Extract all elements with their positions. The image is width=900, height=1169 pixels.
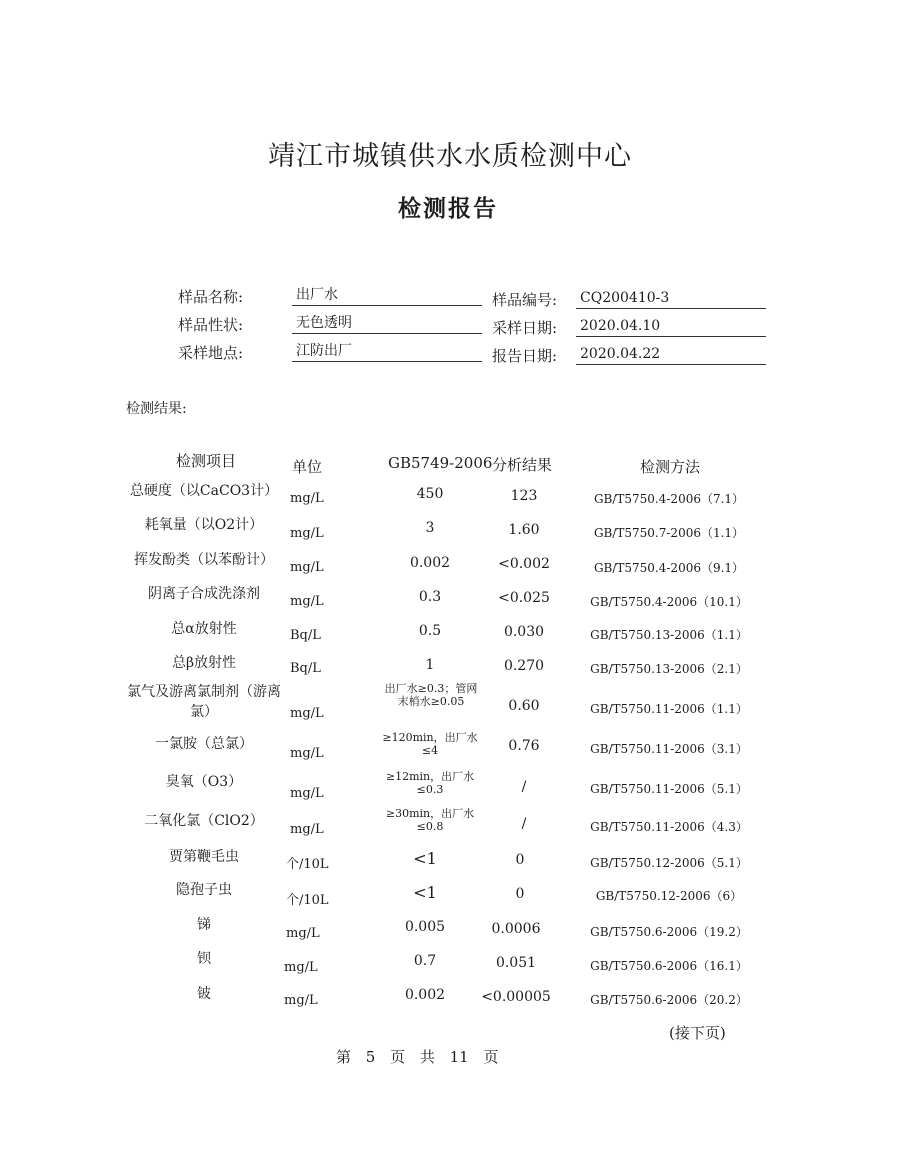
row-result: 0.051 bbox=[495, 955, 537, 971]
row-method: GB/T5750.12-2006（5.1） bbox=[590, 856, 748, 870]
row-method: GB/T5750.13-2006（1.1） bbox=[590, 628, 748, 642]
row-unit: 个/10L bbox=[286, 857, 329, 872]
header-method: 检测方法 bbox=[639, 458, 700, 476]
sample-name-label: 样品名称: bbox=[178, 288, 244, 306]
page-footer: 第 5 页 共 11 页 bbox=[336, 1048, 499, 1066]
row-item: 锑 bbox=[197, 917, 211, 933]
row-item: 铍 bbox=[197, 986, 211, 1002]
row-method: GB/T5750.11-2006（1.1） bbox=[590, 702, 748, 716]
sample-site-label: 采样地点: bbox=[178, 344, 244, 362]
row-standard: ≥12min，出厂水≤0.3 bbox=[385, 770, 475, 796]
row-item: 二氧化氯（ClO2） bbox=[144, 813, 264, 829]
row-unit: mg/L bbox=[290, 526, 324, 541]
row-standard: 0.002 bbox=[404, 987, 446, 1003]
row-item: 挥发酚类（以苯酚计） bbox=[134, 552, 274, 568]
report-date-label: 报告日期: bbox=[492, 347, 558, 365]
row-item: 臭氧（O3） bbox=[165, 774, 243, 790]
row-method: GB/T5750.11-2006（3.1） bbox=[590, 742, 748, 756]
row-result: <0.002 bbox=[498, 556, 550, 572]
row-result: 1.60 bbox=[508, 522, 540, 538]
sample-number-value: CQ200410-3 bbox=[576, 288, 766, 309]
sample-name-value: 出厂水 bbox=[292, 285, 482, 306]
row-result: 0.76 bbox=[508, 738, 540, 754]
row-standard: 0.5 bbox=[418, 623, 442, 639]
row-unit: mg/L bbox=[286, 926, 320, 941]
row-item: 总α放射性 bbox=[171, 621, 237, 637]
row-method: GB/T5750.11-2006（5.1） bbox=[590, 782, 748, 796]
row-result: / bbox=[521, 816, 527, 832]
organization-title: 靖江市城镇供水水质检测中心 bbox=[268, 141, 632, 172]
row-result: 0 bbox=[515, 886, 525, 902]
row-unit: mg/L bbox=[284, 993, 318, 1008]
row-method: GB/T5750.6-2006（16.1） bbox=[590, 959, 748, 973]
row-item: 一氯胺（总氯） bbox=[155, 736, 253, 752]
report-date-value: 2020.04.22 bbox=[576, 344, 766, 365]
sample-state-value: 无色透明 bbox=[292, 313, 482, 334]
row-unit: mg/L bbox=[290, 491, 324, 506]
row-standard: <1 bbox=[413, 883, 437, 902]
continued-note: (接下页) bbox=[669, 1024, 726, 1042]
row-method: GB/T5750.4-2006（9.1） bbox=[593, 561, 745, 575]
row-result: 0.270 bbox=[503, 658, 545, 674]
row-unit: mg/L bbox=[290, 822, 324, 837]
row-result: 0 bbox=[515, 852, 525, 868]
row-result: / bbox=[521, 779, 527, 795]
row-standard: ≥30min，出厂水≤0.8 bbox=[385, 807, 475, 833]
header-result: 分析结果 bbox=[491, 456, 552, 474]
row-unit: mg/L bbox=[284, 960, 318, 975]
row-method: GB/T5750.7-2006（1.1） bbox=[593, 526, 745, 540]
row-method: GB/T5750.13-2006（2.1） bbox=[590, 662, 748, 676]
row-method: GB/T5750.11-2006（4.3） bbox=[590, 820, 748, 834]
row-unit: 个/10L bbox=[286, 893, 329, 908]
row-result: <0.025 bbox=[498, 590, 550, 606]
row-item: 总β放射性 bbox=[171, 655, 237, 671]
row-method: GB/T5750.6-2006（19.2） bbox=[590, 925, 748, 939]
row-result: 123 bbox=[510, 488, 538, 504]
row-standard: ≥120min，出厂水≤4 bbox=[382, 731, 478, 757]
row-result: 0.030 bbox=[503, 624, 545, 640]
row-item: 氯气及游离氯制剂（游离氯） bbox=[127, 684, 281, 720]
sample-number-label: 样品编号: bbox=[492, 291, 558, 309]
row-unit: mg/L bbox=[290, 594, 324, 609]
row-item: 钡 bbox=[197, 951, 211, 967]
row-method: GB/T5750.6-2006（20.2） bbox=[590, 993, 748, 1007]
row-unit: mg/L bbox=[290, 560, 324, 575]
row-item: 总硬度（以CaCO3计） bbox=[129, 483, 279, 499]
row-unit: mg/L bbox=[290, 786, 324, 801]
row-unit: mg/L bbox=[290, 706, 324, 721]
row-unit: Bq/L bbox=[290, 661, 321, 676]
row-standard: 0.7 bbox=[413, 953, 437, 969]
row-standard: 0.005 bbox=[404, 919, 446, 935]
row-method: GB/T5750.12-2006（6） bbox=[595, 889, 743, 903]
header-standard: GB5749-2006 bbox=[388, 454, 493, 472]
row-method: GB/T5750.4-2006（10.1） bbox=[590, 595, 748, 609]
row-item: 耗氧量（以O2计） bbox=[144, 517, 264, 533]
row-unit: Bq/L bbox=[290, 628, 321, 643]
row-standard: 3 bbox=[425, 520, 435, 536]
row-standard: 450 bbox=[416, 486, 444, 502]
row-standard: 0.002 bbox=[409, 555, 451, 571]
row-result: 0.60 bbox=[508, 698, 540, 714]
sample-site-value: 江防出厂 bbox=[292, 341, 482, 362]
results-label: 检测结果: bbox=[126, 401, 187, 417]
row-item: 阴离子合成洗涤剂 bbox=[148, 586, 260, 602]
row-result: 0.0006 bbox=[491, 921, 541, 937]
header-item: 检测项目 bbox=[175, 452, 236, 470]
row-standard: 出厂水≥0.3；管网末梢水≥0.05 bbox=[384, 682, 478, 708]
row-item: 贾第鞭毛虫 bbox=[169, 849, 239, 865]
row-unit: mg/L bbox=[290, 746, 324, 761]
sample-date-label: 采样日期: bbox=[492, 319, 558, 337]
row-item: 隐孢子虫 bbox=[176, 882, 232, 898]
sample-date-value: 2020.04.10 bbox=[576, 316, 766, 337]
report-title: 检测报告 bbox=[398, 195, 498, 222]
row-standard: 1 bbox=[425, 657, 435, 673]
sample-state-label: 样品性状: bbox=[178, 316, 244, 334]
header-unit: 单位 bbox=[292, 458, 323, 476]
row-standard: 0.3 bbox=[418, 589, 442, 605]
row-standard: <1 bbox=[413, 849, 437, 868]
row-result: <0.00005 bbox=[481, 989, 551, 1005]
row-method: GB/T5750.4-2006（7.1） bbox=[593, 492, 745, 506]
